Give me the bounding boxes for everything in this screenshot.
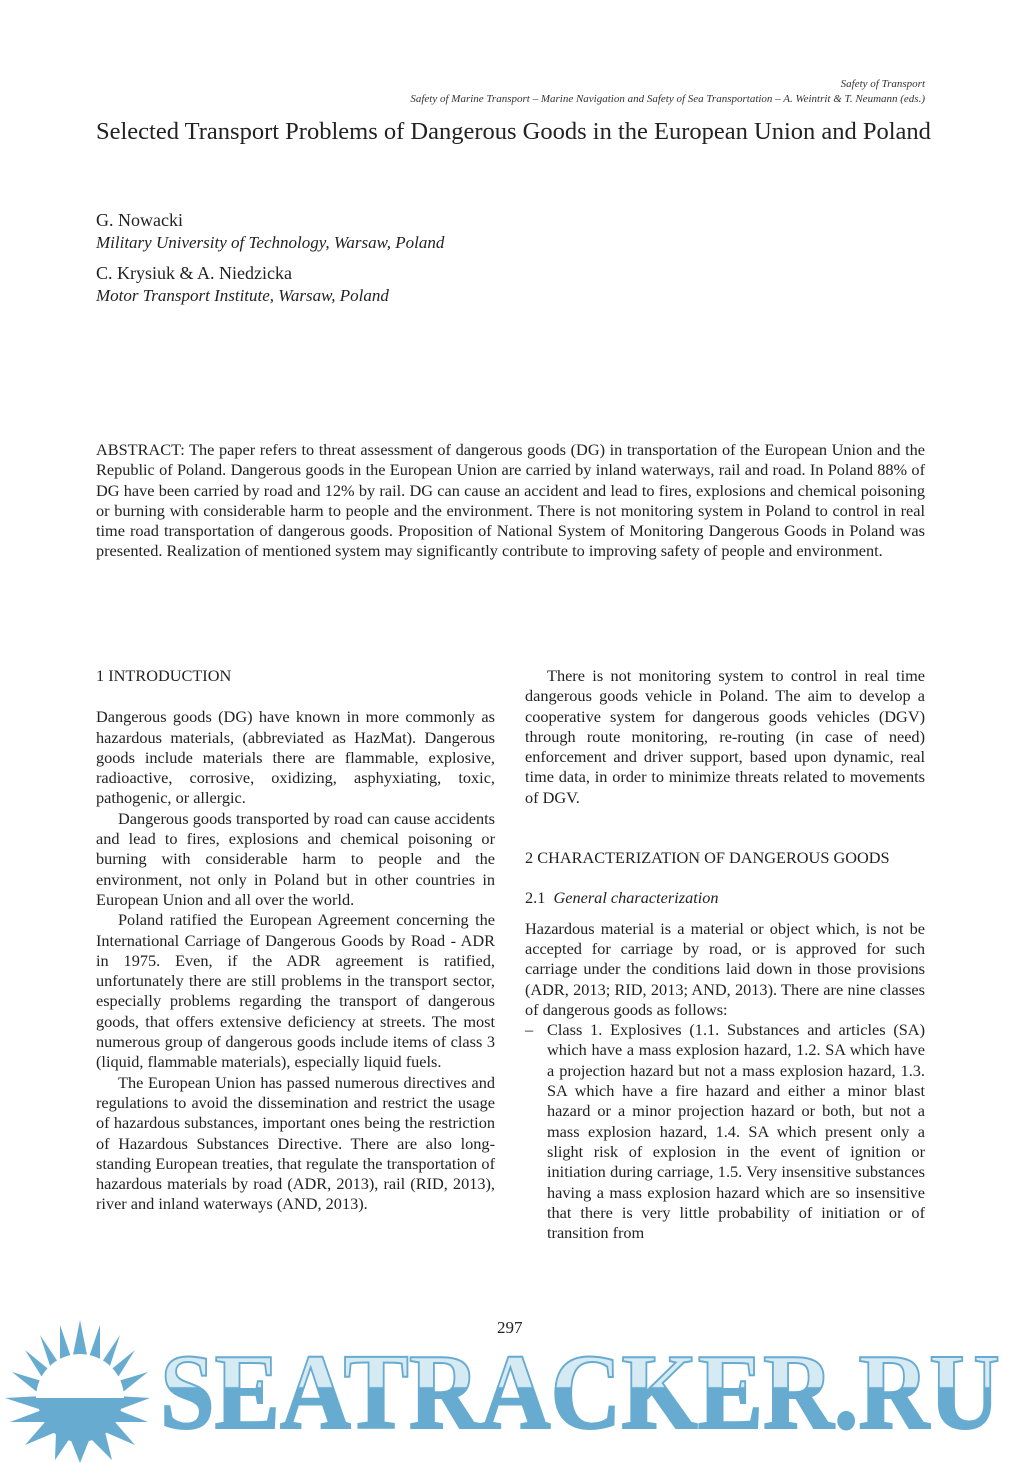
- subsection-number: 2.1: [525, 888, 546, 908]
- section-heading-introduction: 1 INTRODUCTION: [96, 666, 232, 685]
- affiliation-2: Motor Transport Institute, Warsaw, Poland: [96, 286, 389, 305]
- paragraph: Dangerous goods transported by road can cause accidents and lead to fires, explosions and chemical poisoning or burning with considerable harm to people and the environment, not only in Poland but in other countries in European Union and all over the world.: [96, 808, 495, 909]
- paragraph: The European Union has passed numerous directives and regulations to avoid the dissemination and restrict the usage of hazardous substances, important ones being the restriction of Hazardous Substances Directive. There are also long-standing European treaties, that regulate the transportation of hazardous materials by road (ADR, 2013), rail (RID, 2013), river and inland waterways (AND, 2013).: [96, 1072, 495, 1214]
- left-column: [96, 666, 495, 1215]
- section-heading-characterization: 2 CHARACTERIZATION OF DANGEROUS GOODS: [525, 848, 890, 868]
- abstract: ABSTRACT: The paper refers to threat assessment of dangerous goods (DG) in transportation of the European Union and the Republic of Poland. Dangerous goods in the European Union are carried by inland waterways, rail and road. In Poland 88% of DG have been carried by road and 12% by rail. DG can cause an accident and lead to fires, explosions and chemical poisoning or burning with considerable harm to people and the environment. There is not monitoring system in Poland to control in real time road transportation of dangerous goods. Proposition of National System of Monitoring Dangerous Goods in Poland was presented. Realization of mentioned system may significantly contribute to improving safety of people and environment.: [96, 440, 925, 561]
- paper-title: Selected Transport Problems of Dangerous Goods in the European Union and Poland: [96, 118, 931, 145]
- page-number: 297: [497, 1318, 523, 1337]
- list-item-text: Class 1. Explosives (1.1. Substances and articles (SA) which have a mass explosion hazard, 1.2. SA which have a projection hazard but not a mass explosion hazard, 1.3. SA which have a fire hazard and either a minor blast hazard or a minor projection hazard or both, but not a mass explosion hazard, 1.4. SA which present only a slight risk of explosion in the event of ignition or initiation during carriage, 1.5. Very insensitive substances having a mass explosion hazard which are so insensitive that there is very little probability of initiation or of transition from: [547, 1020, 925, 1243]
- subsection-heading: [525, 888, 925, 908]
- watermark-text: SEATRACKER.RU: [160, 1333, 1000, 1452]
- running-header-proceedings: Safety of Marine Transport – Marine Navigation and Safety of Sea Transportation – A. Weintrit & T. Neumann (eds.): [410, 93, 925, 105]
- list-dash: –: [525, 1020, 534, 1040]
- author-2: C. Krysiuk & A. Niedzicka: [96, 263, 292, 283]
- affiliation-1: Military University of Technology, Warsaw, Poland: [96, 233, 445, 252]
- paragraph: There is not monitoring system to control in real time dangerous goods vehicle in Poland. The aim to develop a cooperative system for dangerous goods vehicles (DGV) through route monitoring, re-routing (in case of need) enforcement and driver support, based upon dynamic, real time data, in order to minimize threats related to movements of DGV.: [525, 666, 925, 807]
- list-item: [525, 1020, 925, 1243]
- author-1: G. Nowacki: [96, 210, 183, 230]
- paragraph: Hazardous material is a material or object which, is not be accepted for carriage by road, or is approved for such carriage under the conditions laid down in those provisions (ADR, 2013; RID, 2013; AND, 2013). There are nine classes of dangerous goods as follows:: [525, 918, 925, 1019]
- right-column: [525, 666, 925, 1243]
- subsection-title: General characterization: [553, 888, 719, 908]
- running-header-series: Safety of Transport: [840, 78, 925, 90]
- paragraph: Poland ratified the European Agreement concerning the International Carriage of Dangerous Goods by Road - ADR in 1975. Even, if the ADR agreement is ratified, unfortunately there are still problems in the transport sector, especially problems regarding the transport of dangerous goods, that offers extensive deficiency at streets. The most numerous group of dangerous goods include items of class 3 (liquid, flammable materials), especially liquid fuels.: [96, 910, 495, 1072]
- paragraph: Dangerous goods (DG) have known in more commonly as hazardous materials, (abbreviated as HazMat). Dangerous goods include materials there are flammable, explosive, radioactive, corrosive, oxidizing, asphyxiating, toxic, pathogenic, or allergic.: [96, 707, 495, 808]
